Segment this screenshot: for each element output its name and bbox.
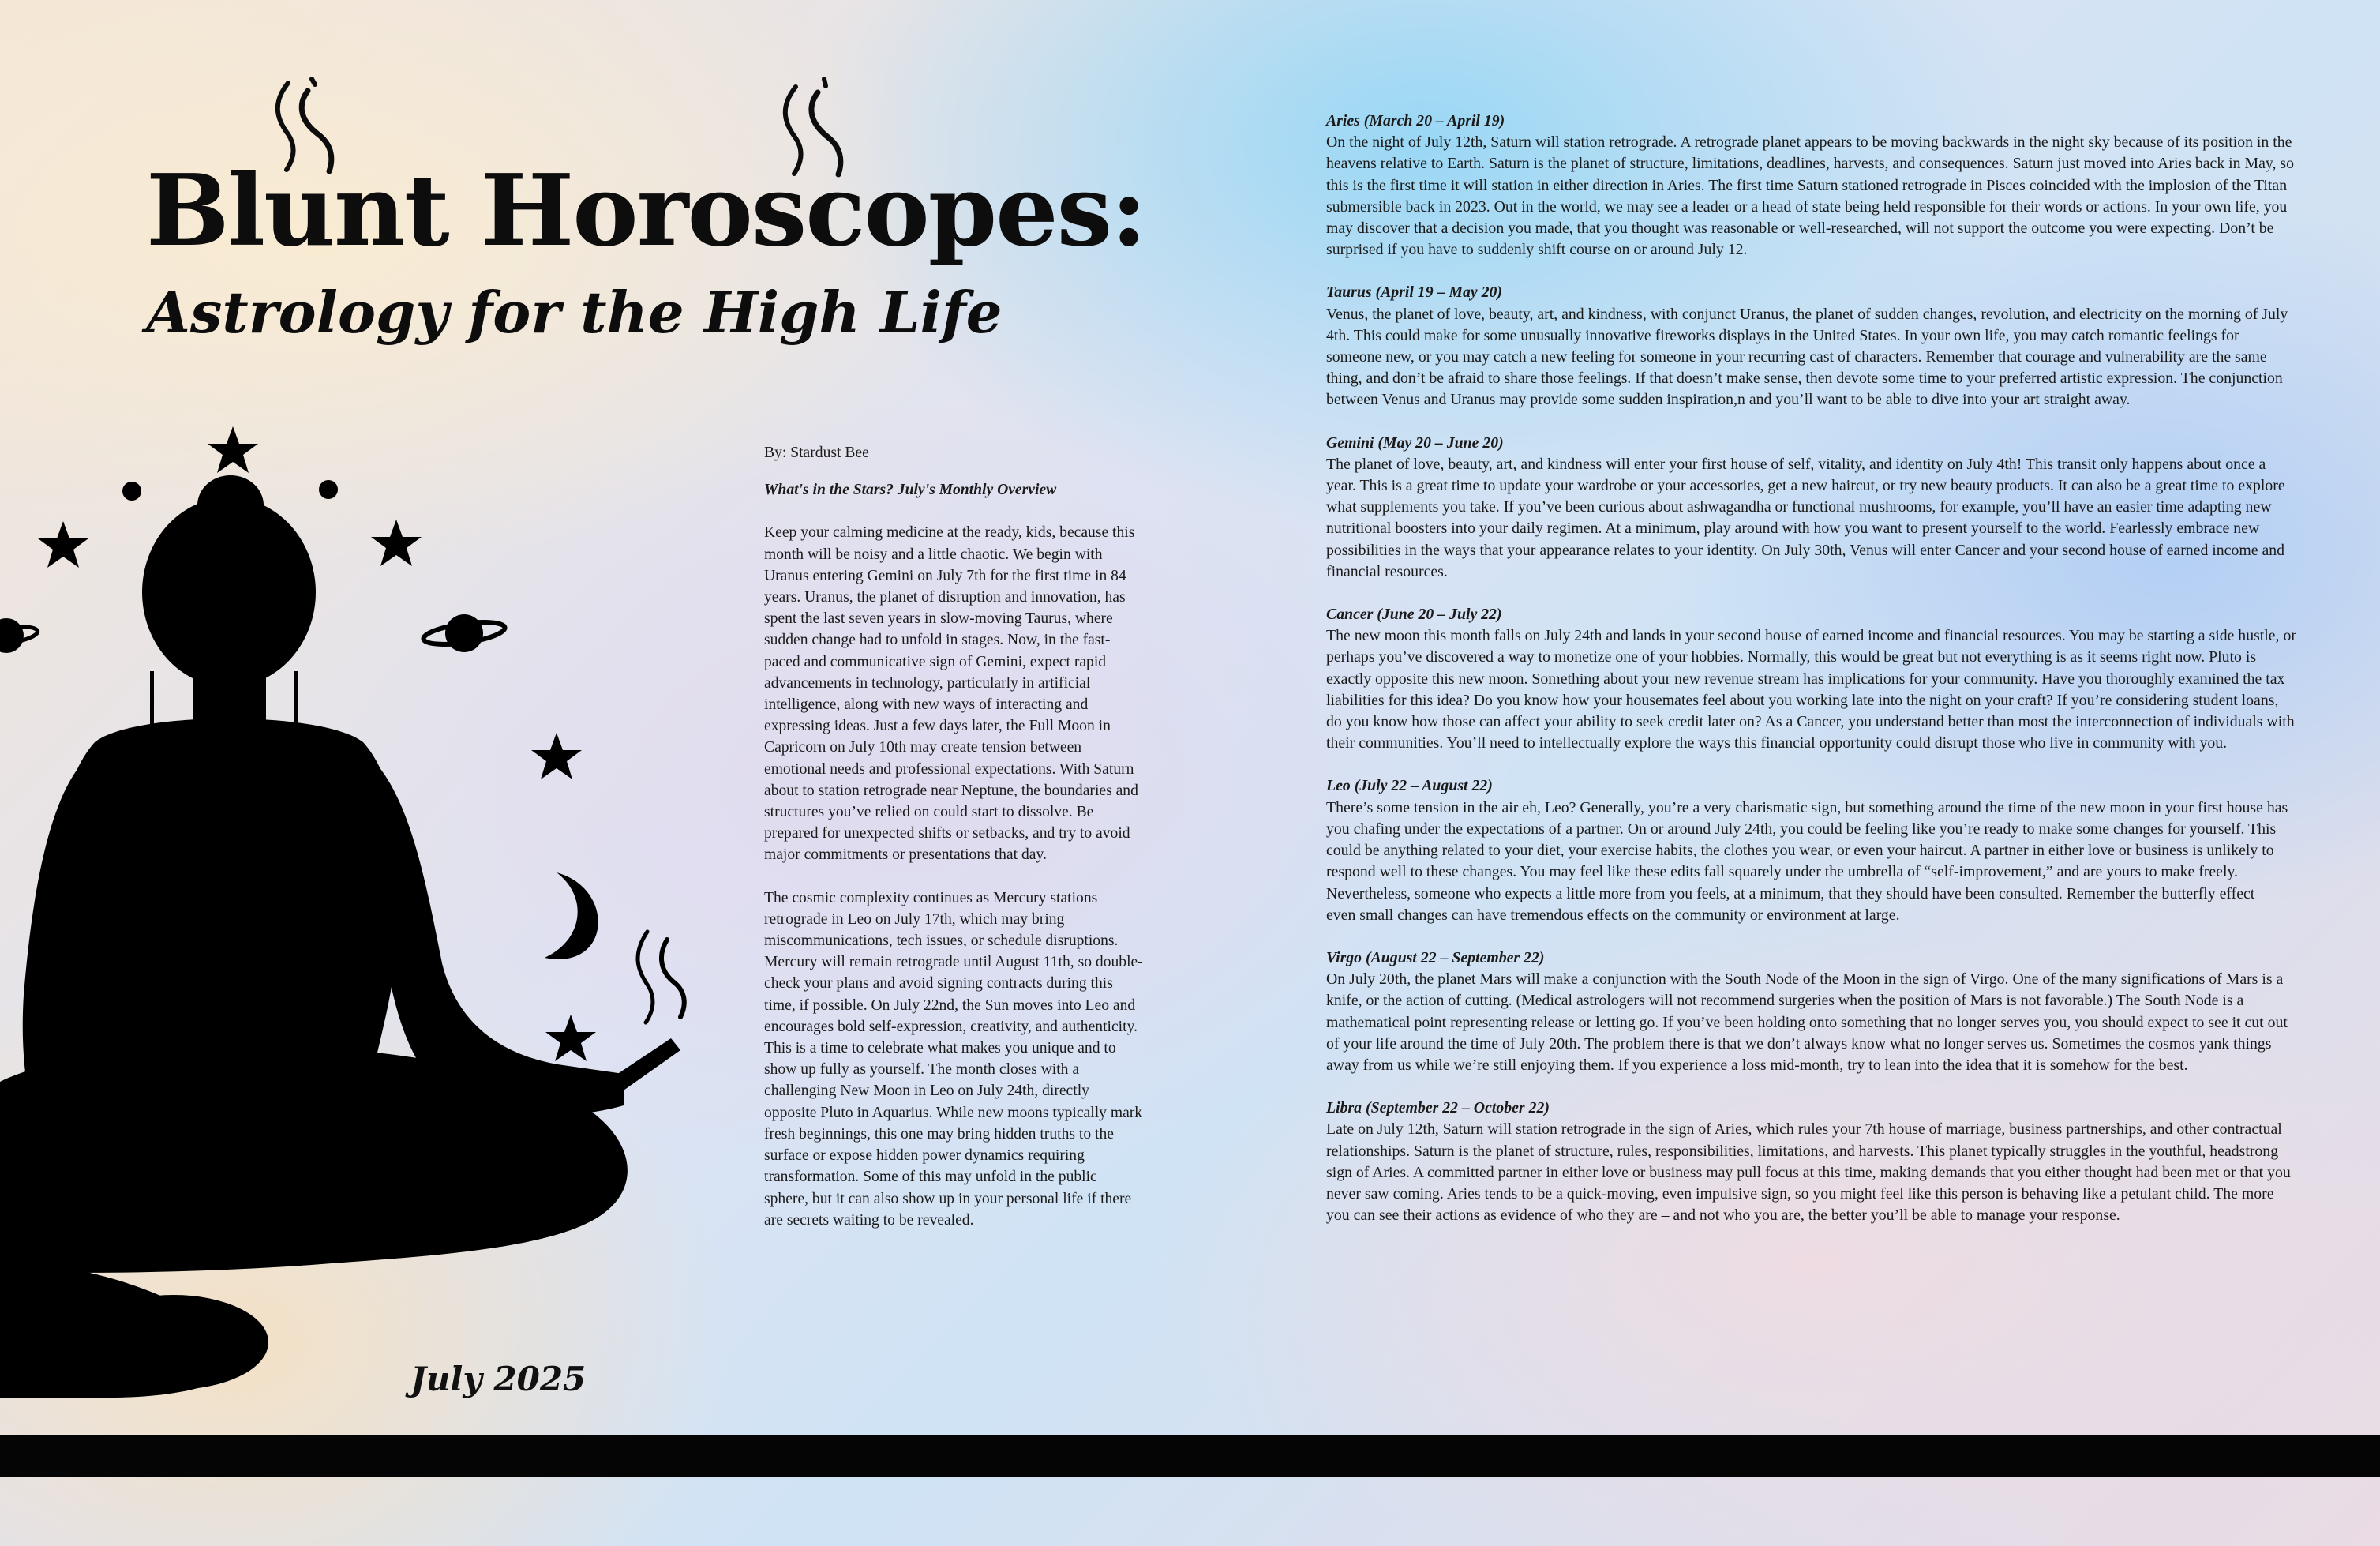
bottom-bar: [0, 1435, 2380, 1477]
sign-aries: [1326, 111, 2297, 261]
sign-libra: [1326, 1098, 2297, 1226]
sign-heading: Aries (March 20 – April 19): [1326, 112, 1505, 129]
sign-heading: Virgo (August 22 – September 22): [1326, 948, 1545, 966]
horoscope-column: [1326, 111, 2297, 1248]
sign-heading: Cancer (June 20 – July 22): [1326, 606, 1502, 624]
smoke-swirl-icon: [662, 940, 684, 1017]
sign-heading: Leo (July 22 – August 22): [1326, 777, 1493, 795]
star-icon: [545, 1015, 596, 1061]
star-icon: [208, 426, 258, 473]
sign-text: There’s some tension in the air eh, Leo? Generally, you’re a very charismatic sign, but something around the time of the new moon in your first house has you chafing under the expectations of a partner. On or around July 24th, you could be feeling like you’re ready to make some changes for yourself. This could be anything related to your diet, your exercise habits, the clothes you wear, or even your haircut. A partner in either love or business is unlikely to respond well to these changes. You may feel like these edits fall squarely under the umbrella of “self-improvement,” and are yours to make freely. Nevertheless, someone who expects a little more from you feels, at a minimum, that they should have been consulted. Remember the butterfly effect – even small changes can have tremendous effects on the community or environment at large.: [1326, 798, 2288, 924]
overview-paragraph: The cosmic complexity continues as Mercury stations retrograde in Leo on July 17th, which may bring miscommunications, tech issues, or schedule disruptions. Mercury will remain retrograde until August 11th, so double-check your plans and avoid signing contracts during this time, if possible. On July 22nd, the Sun moves into Leo and encourages bold self-expression, creativity, and authenticity. This is a time to celebrate what makes you unique and to show up fully as yourself. The month closes with a challenging New Moon in Leo on July 24th, directly opposite Pluto in Aquarius. While new moons typically mark fresh beginnings, this one may bring hidden truths to the surface or expose hidden power dynamics requiring transformation. Some of this may unfold in the public sphere, but it can also show up in your personal life if there are secrets waiting to be revealed.: [764, 889, 1143, 1229]
sign-text: On the night of July 12th, Saturn will station retrograde. A retrograde planet appears to be moving backwards in the night sky because of its position in the heavens relative to Earth. Saturn is the planet of structure, limitations, deadlines, harvests, and consequences. Saturn just moved into Aries back in May, so this is the first time it will station in either direction in Aries. The first time Saturn stationed retrograde in Pisces coincided with the implosion of the Titan submersible back in 2023. Out in the world, we may see a leader or a head of state being held responsible for their words or actions. In your own life, you may discover that a decision you made, that you thought was reasonable or well-researched, will not support the outcome you were expecting. Don’t be surprised if you have to suddenly shift course on or around July 12.: [1326, 133, 2294, 259]
star-icon: [531, 733, 582, 779]
sign-text: Venus, the planet of love, beauty, art, and kindness, with conjunct Uranus, the planet of sudden changes, revolution, and electricity on the morning of July 4th. This could make for some unusually innovative fireworks displays in the United States. In your own life, you may catch romantic feelings for someone new, or you may catch a new feeling for someone in your recurring cast of characters. Remember that courage and vulnerability are the same thing, and don’t be afraid to share those feelings. If that doesn’t make sense, then devote some time to your preferred artistic expression. The conjunction between Venus and Uranus may provide some sudden inspiration,n and you’ll want to be able to dive into your art straight away.: [1326, 305, 2288, 409]
dot-icon: [122, 482, 141, 501]
dot-icon: [319, 480, 338, 499]
issue-date: July 2025: [410, 1360, 587, 1398]
sign-text: Late on July 12th, Saturn will station retrograde in the sign of Aries, which rules your 7th house of marriage, business partnerships, and other contractual relationships. Saturn is the planet of structure, rules, responsibilities, limitations, and harvests. This planet typically struggles in the youthful, headstrong sign of Aries. A committed partner in either love or business may pull focus at this time, making demands that you either thought had been met or that you never saw coming. Aries tends to be a quick-moving, even impulsive sign, so you might feel like this person is behaving like a petulant child. The more you can see their actions as evidence of who they are – and not who you are, the better you’ll be able to manage your response.: [1326, 1120, 2291, 1225]
sign-text: On July 20th, the planet Mars will make a conjunction with the South Node of the Moon in the sign of Virgo. One of the many significations of Mars is a knife, or the action of cutting. (Medical astrologers will not recommend surgeries when the position of Mars is not favorable.) The South Node is a mathematical point representing release or letting go. If you’ve been holding onto something that no longer serves you, you should expect to see it cut out of your life around the time of July 20th. The problem there is that we don’t always know what no longer serves us. Sometimes the cosmos yank things away from us while we’re still enjoying them. If you experience a loss mid-month, try to lean into the idea that it is somehow for the best.: [1326, 970, 2288, 1074]
sign-heading: Gemini (May 20 – June 20): [1326, 433, 1504, 452]
sign-text: The planet of love, beauty, art, and kindness will enter your first house of self, vitality, and identity on July 4th! This transit only happens about once a year. This is a great time to update your wardrobe or your accessories, get a new haircut, or try new beauty products. It can also be a great time to explore what supplements you take. If you’ve been curious about ashwagandha or functional mushrooms, for example, you’ll have an easier time adapting new nutritional boosters into your daily regimen. At a minimum, play around with how you want to present yourself to the world. Fearlessly embrace new possibilities in the ways that your appearance relates to your identity. On July 30th, Venus will enter Cancer and your second house of earned income and financial resources.: [1326, 455, 2285, 580]
smoke-swirl-icon: [264, 75, 351, 178]
meditating-woman-silhouette: [0, 426, 710, 1398]
sign-leo: [1326, 775, 2297, 925]
star-icon: [38, 521, 88, 568]
sign-heading: Libra (September 22 – October 22): [1326, 1099, 1550, 1117]
page-title: Blunt Horoscopes:: [146, 153, 1146, 268]
byline: By: Stardust Bee: [764, 445, 869, 461]
title-block: [146, 153, 1146, 346]
crescent-moon-icon: [545, 872, 598, 959]
page-subtitle: Astrology for the High Life: [146, 279, 1003, 346]
sign-gemini: [1326, 433, 2297, 583]
overview-paragraph: Keep your calming medicine at the ready, kids, because this month will be noisy and a little chaotic. We begin with Uranus entering Gemini on July 7th for the first time in 84 years. Uranus, the planet of disruption and innovation, has spent the last seven years in slow-moving Taurus, where sudden change had to unfold in stages. Now, in the fast-paced and communicative sign of Gemini, expect rapid advancements in technology, particularly in artificial intelligence, along with new ways of interacting and expressing ideas. Just a few days later, the Full Moon in Capricorn on July 10th may create tension between emotional needs and professional expectations. With Saturn about to station retrograde near Neptune, the boundaries and structures you’ve relied on could start to dissolve. Be prepared for unexpected shifts or setbacks, and try to avoid major commitments or presentations that day.: [764, 524, 1138, 864]
smoke-swirl-icon: [638, 932, 653, 1023]
saturn-icon: [0, 618, 39, 653]
star-icon: [371, 520, 422, 566]
saturn-icon: [422, 614, 506, 652]
sign-text: The new moon this month falls on July 24th and lands in your second house of earned income and financial resources. You may be starting a side hustle, or perhaps you’ve discovered a way to monetize one of your hobbies. Normally, this would be great but not everything is as it seems right now. Pluto is exactly opposite this new moon. Something about your new revenue stream has implications for your community. Have you thoroughly examined the tax liabilities for this idea? Do you know how your housemates feel about you working late into the night on your craft? If you’re considering student loans, do you know how those can affect your ability to seek credit later on? As a Cancer, you understand better than most the interconnection of individuals with their communities. You’ll need to intellectually explore the ways this financial opportunity could disrupt those who live in community with you.: [1326, 627, 2296, 752]
overview-title: What's in the Stars? July's Monthly Overview: [764, 482, 1057, 499]
sign-heading: Taurus (April 19 – May 20): [1326, 283, 1502, 302]
sign-cancer: [1326, 604, 2297, 754]
overview-column: [764, 442, 1143, 1252]
smoke-swirl-icon: [772, 75, 859, 182]
sign-virgo: [1326, 947, 2297, 1076]
sign-taurus: [1326, 282, 2297, 411]
